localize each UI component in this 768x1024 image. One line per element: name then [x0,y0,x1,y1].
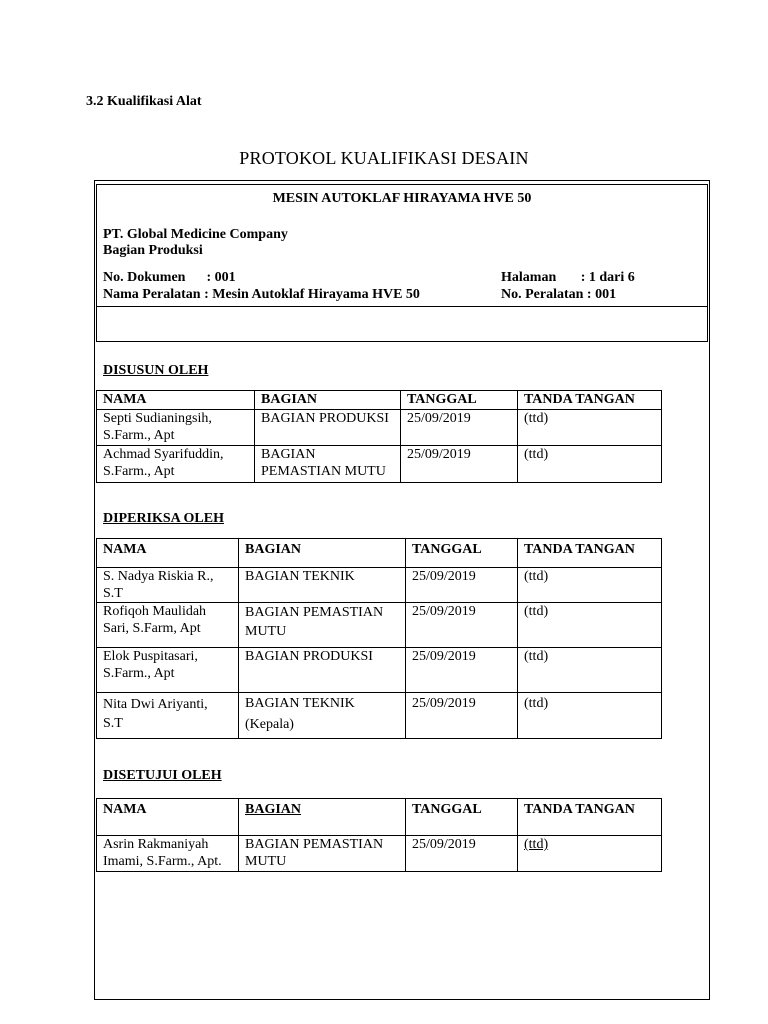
header-divider [96,306,708,307]
disusun-label: DISUSUN OLEH [103,363,209,378]
page-number: Halaman : 1 dari 6 [501,270,635,285]
cell-nama: Asrin Rakmaniyah Imami, S.Farm., Apt. [97,836,239,872]
department-name: Bagian Produksi [103,243,203,258]
cell-bagian: BAGIAN PRODUKSI [239,648,406,693]
cell-nama: Nita Dwi Ariyanti, S.T [97,693,239,739]
table-row [97,836,662,872]
col-tanggal: TANGGAL [406,539,518,568]
disetujui-label: DISETUJUI OLEH [103,768,222,783]
disetujui-table [96,798,662,872]
cell-bagian: BAGIAN PRODUKSI [255,410,401,446]
table-header-row [97,391,662,410]
cell-tanggal: 25/09/2019 [406,836,518,872]
cell-nama: S. Nadya Riskia R., S.T [97,568,239,603]
diperiksa-label: DIPERIKSA OLEH [103,511,224,526]
col-tanggal: TANGGAL [406,799,518,836]
cell-ttd: (ttd) [518,693,662,739]
cell-ttd: (ttd) [518,446,662,483]
cell-ttd: (ttd) [518,410,662,446]
col-tanda-tangan: TANDA TANGAN [518,391,662,410]
cell-bagian: BAGIAN PEMASTIAN MUTU [255,446,401,483]
table-row [97,603,662,648]
cell-tanggal: 25/09/2019 [406,648,518,693]
col-nama: NAMA [97,539,239,568]
table-header-row [97,539,662,568]
section-heading: 3.2 Kualifikasi Alat [86,94,202,109]
cell-nama: Elok Puspitasari, S.Farm., Apt [97,648,239,693]
table-row [97,648,662,693]
col-bagian: BAGIAN [239,799,406,836]
cell-tanggal: 25/09/2019 [406,693,518,739]
margin-mark [94,724,95,738]
page-title: PROTOKOL KUALIFIKASI DESAIN [239,148,529,168]
document-number: No. Dokumen : 001 [103,270,236,285]
table-row [97,693,662,739]
col-bagian: BAGIAN [255,391,401,410]
company-name: PT. Global Medicine Company [103,227,288,242]
cell-tanggal: 25/09/2019 [401,446,518,483]
col-tanggal: TANGGAL [401,391,518,410]
cell-ttd: (ttd) [518,568,662,603]
col-nama: NAMA [97,391,255,410]
cell-ttd: (ttd) [518,648,662,693]
diperiksa-table [96,538,662,739]
table-row [97,410,662,446]
cell-tanggal: 25/09/2019 [406,568,518,603]
header-box [96,184,708,342]
cell-tanggal: 25/09/2019 [406,603,518,648]
equipment-number: No. Peralatan : 001 [501,287,617,302]
col-nama: NAMA [97,799,239,836]
table-row [97,446,662,483]
table-header-row [97,799,662,836]
cell-nama: Achmad Syarifuddin, S.Farm., Apt [97,446,255,483]
disusun-table [96,390,662,483]
cell-bagian: BAGIAN TEKNIK [239,568,406,603]
col-tanda-tangan: TANDA TANGAN [518,539,662,568]
cell-bagian: BAGIAN TEKNIK (Kepala) [239,693,406,739]
equipment-name: Nama Peralatan : Mesin Autoklaf Hirayama HVE 50 [103,287,420,302]
cell-nama: Septi Sudianingsih, S.Farm., Apt [97,410,255,446]
margin-mark [94,480,95,494]
table-row [97,568,662,603]
machine-name: MESIN AUTOKLAF HIRAYAMA HVE 50 [272,191,532,206]
cell-bagian: BAGIAN PEMASTIAN MUTU [239,603,406,648]
cell-ttd: (ttd) [518,836,662,872]
col-tanda-tangan: TANDA TANGAN [518,799,662,836]
cell-ttd: (ttd) [518,603,662,648]
cell-nama: Rofiqoh Maulidah Sari, S.Farm, Apt [97,603,239,648]
col-bagian: BAGIAN [239,539,406,568]
cell-tanggal: 25/09/2019 [401,410,518,446]
cell-bagian: BAGIAN PEMASTIAN MUTU [239,836,406,872]
